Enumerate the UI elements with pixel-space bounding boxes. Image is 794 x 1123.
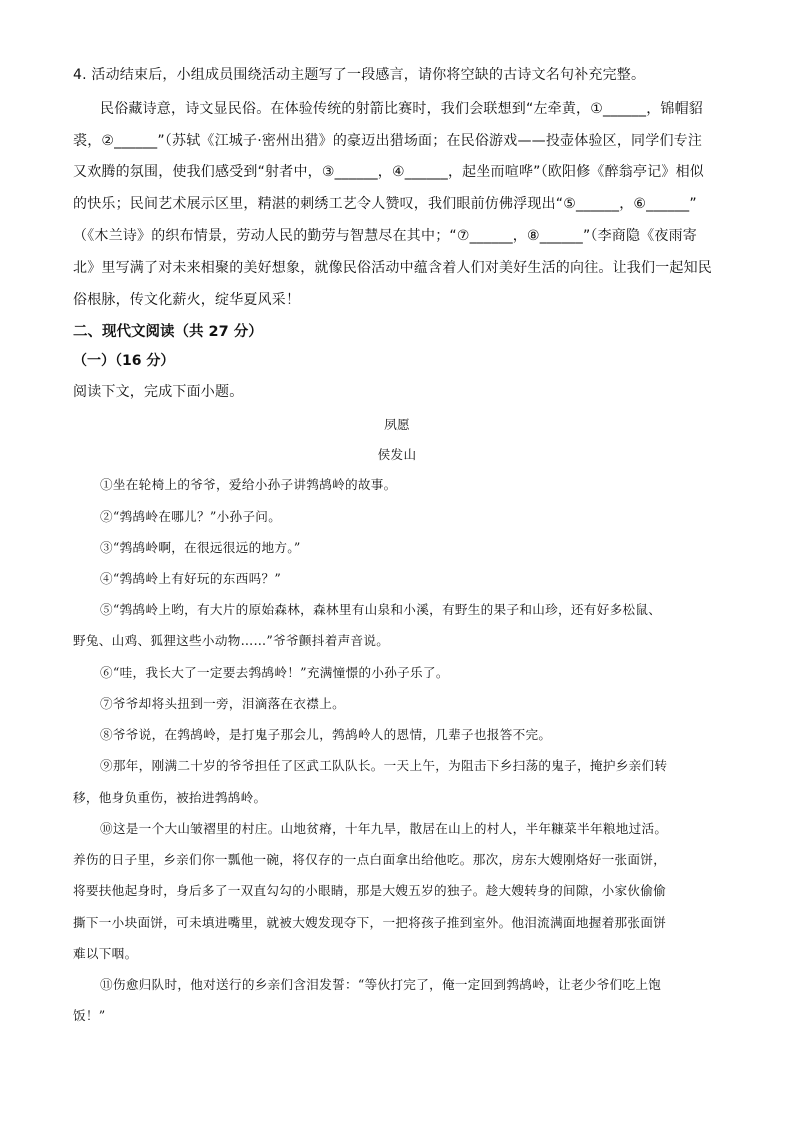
question-4-prompt: 4. 活动结束后，小组成员围绕活动主题写了一段感言，请你将空缺的古诗文名句补充完整。 bbox=[73, 67, 646, 83]
story-line: ⑩这是一个大山皱褶里的村庄。山地贫瘠，十年九旱，散居在山上的村人，半年糠菜半年粮地过活。 bbox=[100, 821, 668, 836]
q4-paragraph-line-7: 俗根脉，传文化薪火，绽华夏风采！ bbox=[73, 292, 301, 308]
story-line: ⑨那年，刚满二十岁的爷爷担任了区武工队队长。一天上午，为阻击下乡扫荡的鬼子，掩护乡亲们转 bbox=[100, 758, 668, 773]
story-line: 野兔、山鸡、狐狸这些小动物……”爷爷颤抖着声音说。 bbox=[73, 633, 390, 648]
story-line: 难以下咽。 bbox=[73, 946, 138, 961]
story-line: ⑦爷爷却将头扭到一旁，泪滴落在衣襟上。 bbox=[100, 696, 345, 711]
story-line: ③“鹁鸪岭啊，在很远很远的地方。” bbox=[100, 540, 301, 555]
story-line: ⑥“哇，我长大了一定要去鹁鸪岭！”充满憧憬的小孙子乐了。 bbox=[100, 665, 449, 680]
story-line: ④“鹁鸪岭上有好玩的东西吗？” bbox=[100, 571, 282, 586]
story-line: 撕下一小块面饼，可未填进嘴里，就被大嫂发现夺下，一把将孩子推到室外。他泪流满面地握着那张面饼 bbox=[73, 915, 667, 930]
q4-paragraph-line-2: 裘，②______”（苏轼《江城子·密州出猎》的豪迈出猎场面；在民俗游戏——投壶体验区，同学们专注 bbox=[73, 133, 703, 149]
section-title: 二、现代文阅读（共 27 分） bbox=[73, 324, 263, 340]
part-title: （一）（16 分） bbox=[73, 353, 175, 369]
q4-paragraph-line-4: 的快乐；民间艺术展示区里，精湛的刺绣工艺令人赞叹，我们眼前仿佛浮现出“⑤______，⑥______” bbox=[73, 196, 697, 212]
story-line: 移，他身负重伤，被抬进鹁鸪岭。 bbox=[73, 790, 267, 805]
story-line: ①坐在轮椅上的爷爷，爱给小孙子讲鹁鸪岭的故事。 bbox=[100, 477, 397, 492]
q4-paragraph-line-3: 又欢腾的氛围，使我们感受到“射者中，③______，④______，起坐而喧哗”（欧阳修《醉翁亭记》相似 bbox=[73, 164, 705, 180]
story-line: ⑧爷爷说，在鹁鸪岭，是打鬼子那会儿，鹁鸪岭人的恩情，几辈子也报答不完。 bbox=[100, 727, 552, 742]
story-line: 养伤的日子里，乡亲们你一瓢他一碗，将仅存的一点白面拿出给他吃。那次，房东大嫂刚烙好一张面饼， bbox=[73, 852, 667, 867]
story-title: 夙愿 bbox=[384, 417, 410, 432]
q4-paragraph-line-6: 北》里写满了对未来相聚的美好想象，就像民俗活动中蕴含着人们对美好生活的向往。让我们一起知民 bbox=[73, 260, 712, 276]
story-line: 饭！” bbox=[73, 1008, 106, 1023]
story-author: 侯发山 bbox=[377, 447, 417, 462]
reading-instruction: 阅读下文，完成下面小题。 bbox=[73, 384, 244, 400]
q4-paragraph-line-5: （《木兰诗》的织布情景，劳动人民的勤劳与智慧尽在其中；“⑦______，⑧______”（李商隐《夜雨寄 bbox=[73, 228, 698, 244]
story-line: ⑪伤愈归队时，他对送行的乡亲们含泪发誓：“等伙打完了，俺一定回到鹁鸪岭，让老少爷们吃上饱 bbox=[100, 977, 662, 992]
story-line: ⑤“鹁鸪岭上哟，有大片的原始森林，森林里有山泉和小溪，有野生的果子和山珍，还有好多松鼠、 bbox=[100, 602, 662, 617]
story-line: ②“鹁鸪岭在哪儿？”小孙子问。 bbox=[100, 509, 282, 524]
q4-paragraph-line-1: 民俗藏诗意，诗文显民俗。在体验传统的射箭比赛时，我们会联想到“左牵黄，①______，锦帽貂 bbox=[100, 101, 704, 117]
story-line: 将要扶他起身时，身后多了一双直勾勾的小眼睛，那是大嫂五岁的独子。趁大嫂转身的间隙，小家伙偷偷 bbox=[73, 883, 667, 898]
